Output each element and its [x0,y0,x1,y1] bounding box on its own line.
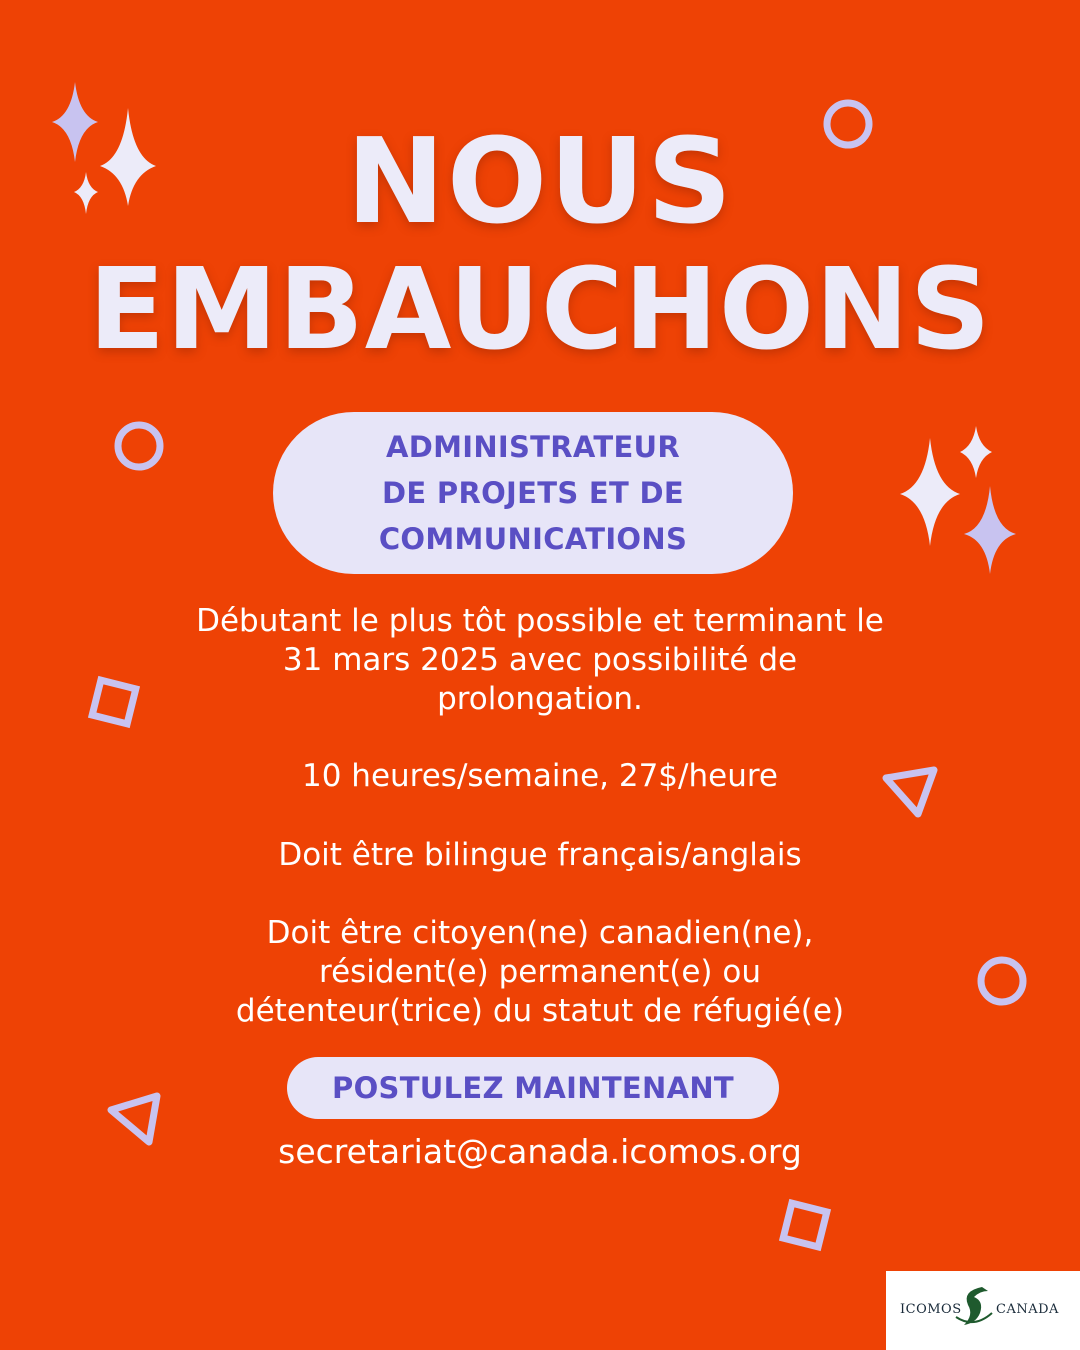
sparkle-cluster-right-icon [896,424,1020,578]
period-text [90,602,990,719]
apply-now-button[interactable]: POSTULEZ MAINTENANT [287,1057,779,1119]
contact-email-link[interactable]: secretariat@canada.icomos.org [278,1132,802,1171]
ring-left-icon [112,419,166,473]
job-title-line: ADMINISTRATEUR [385,430,681,464]
hours-text: 10 heures/semaine, 27$/heure [302,758,778,794]
period-line: Débutant le plus tôt possible et terminant le [196,603,884,639]
logo-right-text: CANADA [996,1302,1059,1317]
status-text [90,914,990,1031]
logo-left-text: ICOMOS [900,1302,962,1317]
job-title-line: COMMUNICATIONS [378,522,688,556]
job-title-badge [273,412,793,574]
headline-line-2: EMBAUCHONS [88,245,992,375]
status-line: Doit être citoyen(ne) canadien(ne), [266,915,814,951]
period-line: prolongation. [437,681,643,717]
job-title-line: DE PROJETS ET DE [382,476,684,510]
period-line: 31 mars 2025 avec possibilité de [282,642,798,678]
square-outline-bottom-icon [773,1193,837,1257]
language-text: Doit être bilingue français/anglais [278,837,802,873]
status-line: résident(e) permanent(e) ou [319,954,761,990]
status-line: détenteur(trice) du statut de réfugié(e) [235,993,845,1029]
icomos-canada-logo [886,1271,1080,1350]
headline-line-1: NOUS [346,112,734,250]
logo-mark-icon [954,1283,994,1333]
